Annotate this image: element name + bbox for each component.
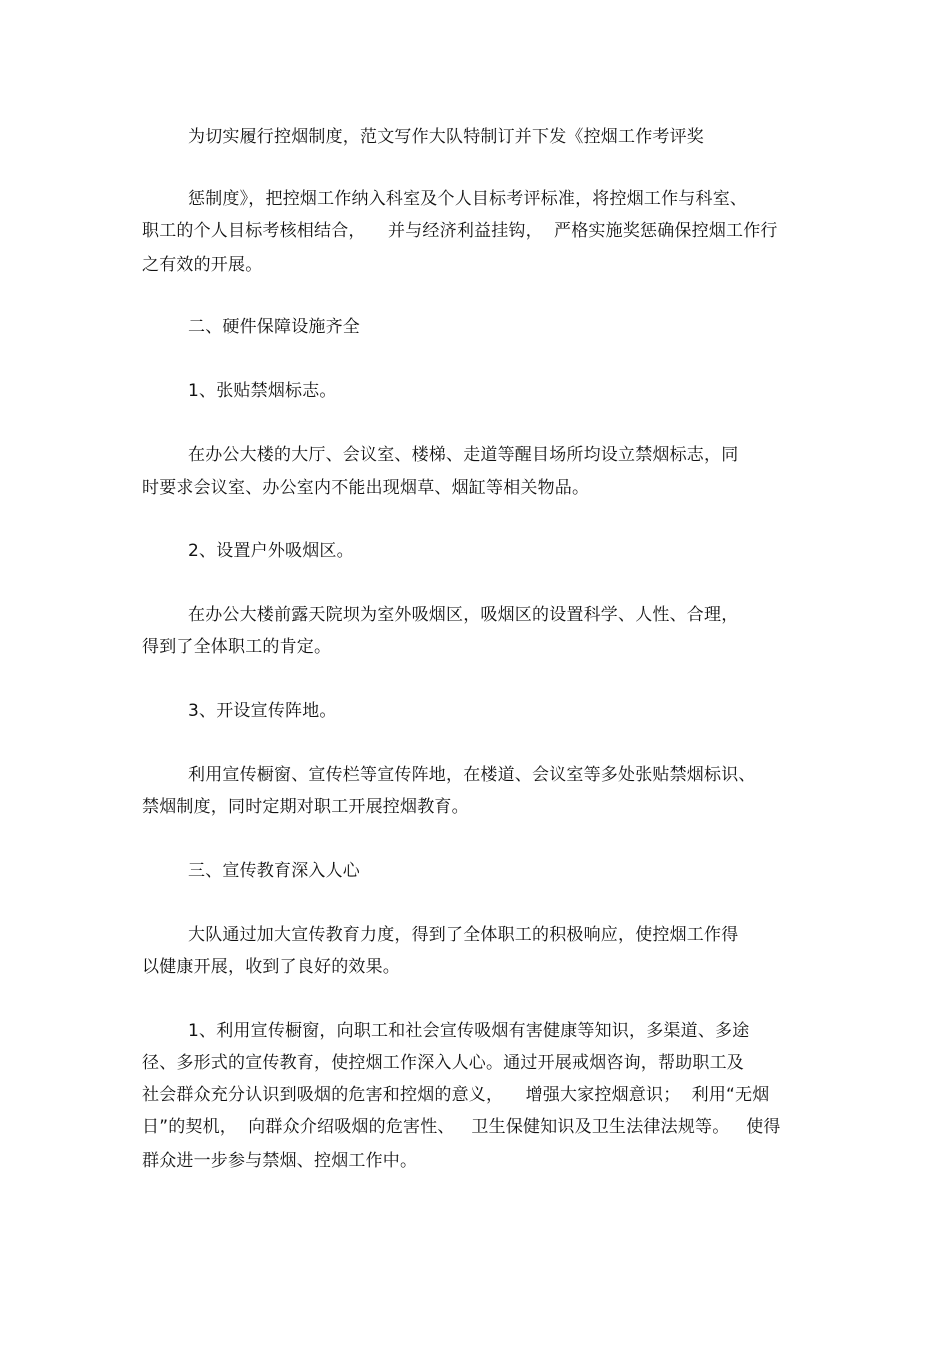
paragraph-line: 惩制度》，把控烟工作纳入科室及个人目标考评标准，将控烟工作与科室、 — [188, 189, 748, 209]
paragraph-line: 禁烟制度，同时定期对职工开展控烟教育。 — [142, 797, 469, 817]
sub-heading: 3、开设宣传阵地。 — [188, 701, 337, 721]
paragraph-line: 大队通过加大宣传教育力度，得到了全体职工的积极响应，使控烟工作得 — [188, 925, 739, 945]
paragraph-line: 1、利用宣传橱窗，向职工和社会宣传吸烟有害健康等知识，多渠道、多途 — [188, 1021, 750, 1041]
section-heading: 三、宣传教育深入人心 — [188, 861, 360, 881]
paragraph-line: 时要求会议室、办公室内不能出现烟草、烟缸等相关物品。 — [142, 478, 590, 498]
paragraph-line: 径、多形式的宣传教育，使控烟工作深入人心。通过开展戒烟咨询，帮助职工及 — [142, 1053, 744, 1073]
paragraph-line: 利用宣传橱窗、宣传栏等宣传阵地，在楼道、会议室等多处张贴禁烟标识、 — [188, 765, 756, 785]
paragraph-line: 之有效的开展。 — [142, 255, 263, 275]
paragraph-line: 社会群众充分认识到吸烟的危害和控烟的意义， 增强大家控烟意识； 利用“无烟 — [142, 1085, 770, 1105]
sub-heading: 1、张贴禁烟标志。 — [188, 381, 337, 401]
paragraph-line: 群众进一步参与禁烟、控烟工作中。 — [142, 1151, 418, 1171]
section-heading: 二、硬件保障设施齐全 — [188, 317, 360, 337]
paragraph-line: 在办公大楼的大厅、会议室、楼梯、走道等醒目场所均设立禁烟标志，同 — [188, 445, 739, 465]
paragraph-line: 得到了全体职工的肯定。 — [142, 637, 332, 657]
paragraph-line: 日”的契机， 向群众介绍吸烟的危害性、 卫生保健知识及卫生法律法规等。 使得 — [142, 1117, 781, 1137]
sub-heading: 2、设置户外吸烟区。 — [188, 541, 354, 561]
paragraph-line: 职工的个人目标考核相结合， 并与经济利益挂钩， 严格实施奖惩确保控烟工作行 — [142, 221, 778, 241]
paragraph-line: 以健康开展，收到了良好的效果。 — [142, 957, 400, 977]
paragraph-line: 在办公大楼前露天院坝为室外吸烟区，吸烟区的设置科学、人性、合理， — [188, 605, 739, 625]
paragraph-line: 为切实履行控烟制度，范文写作大队特制订并下发《控烟工作考评奖 — [188, 127, 704, 147]
